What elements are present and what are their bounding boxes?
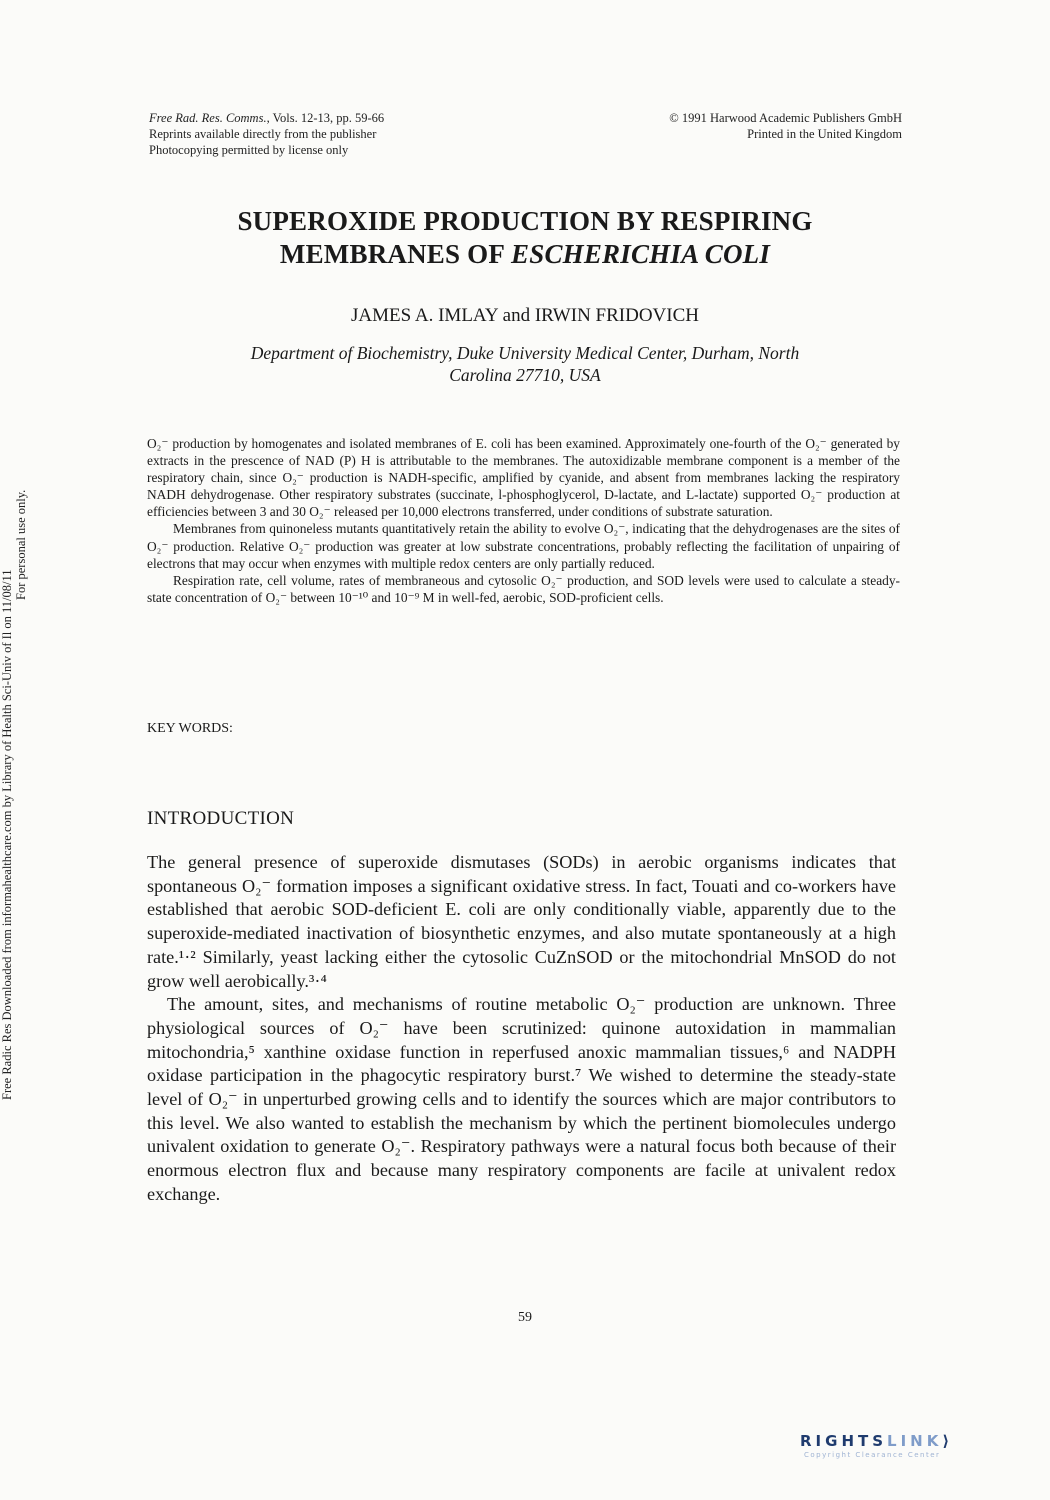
article-title [0, 205, 1050, 271]
printed-line: Printed in the United Kingdom [747, 127, 902, 141]
title-species: ESCHERICHIA COLI [511, 239, 771, 269]
title-plain: MEMBRANES OF [279, 239, 512, 269]
publisher-header [669, 110, 902, 142]
rightslink-arrow-icon: ⟩ [942, 1432, 954, 1450]
affiliation-line-1: Department of Biochemistry, Duke University Medical Center, Durham, North [250, 343, 800, 363]
introduction-body [147, 851, 896, 1207]
rightslink-logo[interactable] [800, 1432, 1030, 1459]
abstract-paragraph: Membranes from quinoneless mutants quantitatively retain the ability to evolve O₂⁻, indicating that the dehydrogenases are the sites of O₂⁻ production. Relative O₂⁻ production was greater at low substrate concentrations, probably reflecting the facilitation of unpairing of electrons that may occur when enzymes with multiple redox centers are only partially reduced. [147, 521, 900, 571]
authors: JAMES A. IMLAY and IRWIN FRIDOVICH [351, 305, 699, 326]
abstract [147, 435, 900, 606]
journal-volume: , Vols. 12-13, pp. 59-66 [266, 111, 385, 125]
affiliation [0, 342, 1050, 386]
sidebar-line-personal: For personal use only. [14, 489, 28, 600]
body-paragraph: The general presence of superoxide dismutases (SODs) in aerobic organisms indicates that spontaneous O₂⁻ formation imposes a significant oxidative stress. In fact, Touati and co-workers have established that aerobic SOD-deficient E. coli are only conditionally viable, apparently due to the superoxide-mediated inactivation of biosynthetic enzymes, and also mutate spontaneously at a high rate.¹·² Similarly, yeast lacking either the cytosolic CuZnSOD or the mitochondrial MnSOD do not grow well aerobically.³·⁴ [147, 852, 896, 991]
photocopy-note: Photocopying permitted by license only [149, 143, 349, 157]
copyright-line: © 1991 Harwood Academic Publishers GmbH [669, 111, 902, 125]
journal-name: Free Rad. Res. Comms. [149, 111, 267, 125]
sidebar-line-download: Free Radic Res Downloaded from informahealthcare.com by Library of Health Sci-Univ of Il on 11/08/11 [0, 569, 14, 1100]
rightslink-dark: RIGHTS [800, 1432, 888, 1450]
section-heading-introduction: INTRODUCTION [147, 808, 295, 829]
rightslink-light: LINK [887, 1432, 943, 1450]
abstract-paragraph: Respiration rate, cell volume, rates of membraneous and cytosolic O₂⁻ production, and SOD levels were used to calculate a steady-state concentration of O₂⁻ between 10⁻¹⁰ and 10⁻⁹ M in well-fed, aerobic, SOD-proficient cells. [147, 572, 900, 605]
download-sidebar [0, 0, 30, 1160]
title-line-2 [0, 238, 1050, 271]
rightslink-tagline: Copyright Clearance Center [804, 1451, 941, 1459]
page-number: 59 [518, 1310, 532, 1325]
affiliation-line-2: Carolina 27710, USA [449, 365, 601, 385]
rightslink-wordmark [800, 1432, 1030, 1450]
body-paragraph: The amount, sites, and mechanisms of routine metabolic O₂⁻ production are unknown. Three physiological sources of O₂⁻ have been scrutinized: quinone autoxidation in mammalian mitochondria,⁵ xanthine oxidase function in reperfused anoxic mammalian tissues,⁶ and NADPH oxidase participation in the phagocytic respiratory burst.⁷ We wished to determine the steady-state level of O₂⁻ in unperturbed growing cells and to identify the sources which are major contributors to this level. We also wanted to establish the mechanism by which the pertinent biomolecules undergo univalent oxidation to generate O₂⁻. Respiratory pathways were a natural focus both because of their enormous electron flux and because many respiratory components are facile at univalent redox exchange. [147, 994, 896, 1204]
reprints-note: Reprints available directly from the publisher [149, 127, 377, 141]
title-line-1: SUPEROXIDE PRODUCTION BY RESPIRING [237, 206, 813, 236]
keywords-label: KEY WORDS: [147, 721, 233, 736]
abstract-paragraph: O₂⁻ production by homogenates and isolated membranes of E. coli has been examined. Approximately one-fourth of the O₂⁻ generated by extracts in the prescence of NAD (P) H is attributable to the membranes. The autoxidizable membrane component is a member of the respiratory chain, since O₂⁻ production is NADH-specific, amplified by cyanide, and absent from membranes lacking the respiratory NADH dehydrogenase. Other respiratory substrates (succinate, l-phosphoglycerol, D-lactate, and L-lactate) supported O₂⁻ production at efficiencies between 3 and 30 O₂⁻ released per 10,000 electrons transferred, under conditions of substrate saturation. [147, 436, 900, 520]
journal-header [149, 110, 384, 158]
